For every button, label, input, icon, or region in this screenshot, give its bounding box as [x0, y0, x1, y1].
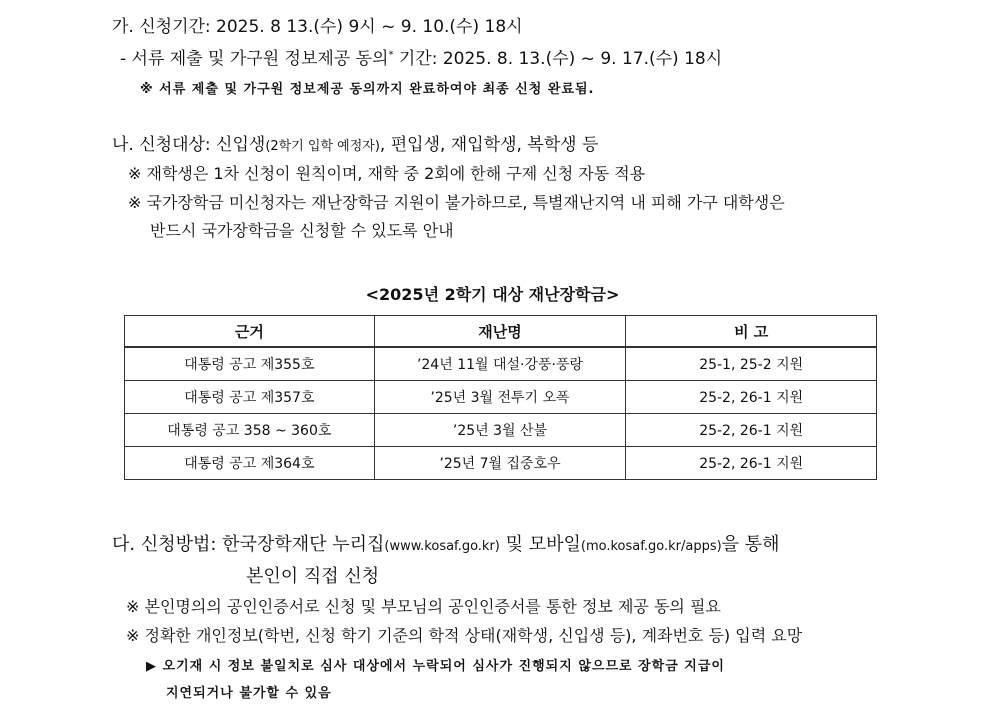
kosaf-mobile-link[interactable]: (mo.kosaf.go.kr/apps): [580, 539, 722, 554]
cell-remarks: 25-2, 26-1 지원: [626, 447, 877, 480]
cell-remarks: 25-2, 26-1 지원: [626, 414, 877, 447]
table-title: <2025년 2학기 대상 재난장학금>: [365, 285, 620, 304]
table-header-row: [125, 316, 877, 348]
cell-disaster-name: ’24년 11월 대설·강풍·풍랑: [374, 347, 626, 381]
eligibility-suffix: , 편입생, 재입학생, 복학생 등: [379, 135, 599, 155]
cell-disaster-name: ’25년 3월 전투기 오폭: [374, 381, 626, 414]
header-basis: 근거: [125, 316, 375, 348]
warning-line1: ▶ 오기재 시 정보 불일치로 심사 대상에서 누락되어 심사가 진행되지 않으므로 장학금 지급이: [146, 659, 725, 674]
enrolled-student-note: ※ 재학생은 1차 신청이 원칙이며, 재학 중 2회에 한해 구제 신청 자동 적용: [128, 164, 646, 183]
disaster-scholarship-table: [124, 315, 877, 480]
method-mid: 및 모바일: [499, 534, 581, 555]
table-row: [125, 381, 877, 414]
header-disaster-name: 재난명: [374, 316, 626, 348]
completion-note: ※ 서류 제출 및 가구원 정보제공 동의까지 완료하여야 최종 신청 완료됨.: [140, 82, 595, 97]
application-period-heading: 가. 신청기간: 2025. 8 13.(수) 9시 ~ 9. 10.(수) 18시: [112, 17, 523, 37]
method-prefix: 다. 신청방법: 한국장학재단 누리집: [112, 534, 385, 555]
header-remarks: 비 고: [626, 316, 877, 348]
cell-basis: 대통령 공고 제355호: [125, 347, 375, 381]
eligibility-prefix: 나. 신청대상: 신입생: [112, 135, 266, 155]
cell-basis: 대통령 공고 358 ~ 360호: [125, 414, 375, 447]
table-row: [125, 347, 877, 381]
footnote-mark: *: [388, 49, 394, 61]
table-row: [125, 414, 877, 447]
national-scholarship-note-line1: ※ 국가장학금 미신청자는 재난장학금 지원이 불가하므로, 특별재난지역 내 피해 가구 대학생은: [128, 193, 785, 212]
table-row: [125, 447, 877, 480]
accurate-info-note: ※ 정확한 개인정보(학번, 신청 학기 기준의 학적 상태(재학생, 신입생 등), 계좌번호 등) 입력 요망: [126, 626, 803, 645]
eligibility-heading: [112, 130, 598, 155]
application-method-heading: [112, 530, 780, 556]
method-suffix: 을 통해: [721, 534, 780, 555]
cell-remarks: 25-1, 25-2 지원: [626, 347, 877, 381]
cell-disaster-name: ’25년 3월 산불: [374, 414, 626, 447]
eligibility-small-note: (2학기 입학 예정자): [265, 139, 380, 154]
submission-period-suffix: 기간: 2025. 8. 13.(수) ~ 9. 17.(수) 18시: [393, 49, 723, 69]
certificate-note: ※ 본인명의의 공인인증서로 신청 및 부모님의 공인인증서를 통한 정보 제공 동의 필요: [126, 597, 721, 616]
cell-remarks: 25-2, 26-1 지원: [626, 381, 877, 414]
cell-basis: 대통령 공고 제357호: [125, 381, 375, 414]
submission-period-prefix: - 서류 제출 및 가구원 정보제공 동의: [120, 49, 389, 69]
warning-line2: 지연되거나 불가할 수 있음: [166, 686, 332, 701]
application-method-line2: 본인이 직접 신청: [246, 566, 380, 587]
document-submission-period: [120, 44, 722, 69]
cell-disaster-name: ’25년 7월 집중호우: [374, 447, 626, 480]
cell-basis: 대통령 공고 제364호: [125, 447, 375, 480]
kosaf-website-link[interactable]: (www.kosaf.go.kr): [384, 539, 500, 554]
national-scholarship-note-line2: 반드시 국가장학금을 신청할 수 있도록 안내: [150, 221, 454, 240]
